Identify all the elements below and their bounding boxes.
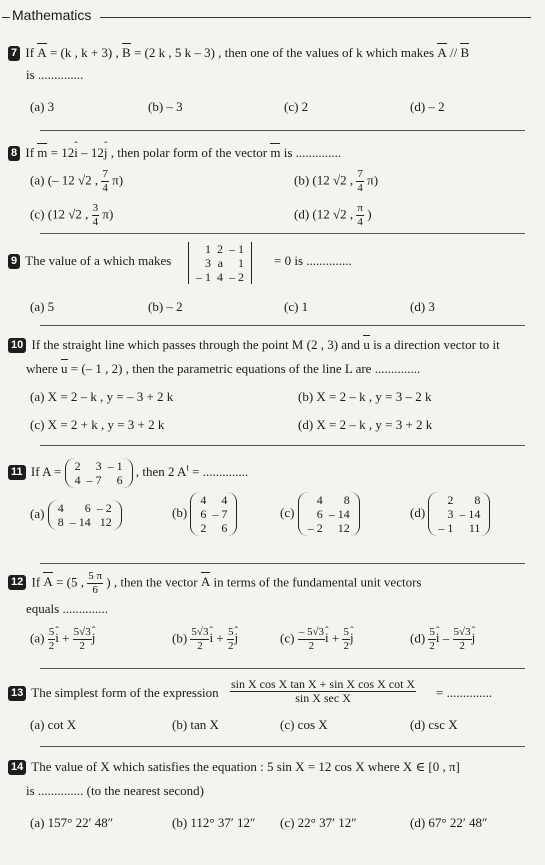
divider <box>40 445 525 446</box>
question-number: 11 <box>8 465 26 480</box>
question-number: 12 <box>8 575 26 590</box>
option-d[interactable]: (d) 67° 22′ 48″ <box>410 815 488 830</box>
question-12-stem: 12 If A = (5 , $\frac{5 \pi}{6}$ ) , then the vector A in terms of the fundamental unit vectors <box>8 570 536 597</box>
option-b[interactable]: (b) (12 √2 , $\frac{7}{4}$ π) <box>294 168 379 194</box>
determinant: 1 2 – 1 3 a 1 – 1 4 – 2 <box>188 242 252 284</box>
question-number: 9 <box>8 254 20 269</box>
option-c[interactable]: (c) (12 √2 , $\frac{3}{4}$ π) <box>30 202 114 228</box>
option-c[interactable]: (c) 2 <box>284 99 309 114</box>
option-d[interactable]: (d) csc X <box>410 717 458 732</box>
option-b[interactable]: (b) 4 4 6 – 7 2 6 <box>172 492 237 536</box>
option-a[interactable]: (a) $\frac{5}{2}$ ˆ i + $\frac{5√3}{2}$ ˆ j <box>30 626 95 653</box>
divider <box>40 325 525 326</box>
option-b[interactable]: (b) 112° 37′ 12″ <box>172 815 256 830</box>
vector-m: m <box>37 145 48 160</box>
question-number: 7 <box>8 46 20 61</box>
question-7-stem-cont: is .............. <box>26 67 84 82</box>
vector-b: B <box>122 45 131 60</box>
divider <box>40 130 525 131</box>
option-a[interactable]: (a) X = 2 – k , y = – 3 + 2 k <box>30 389 174 404</box>
question-10-stem: 10 If the straight line which passes through the point M (2 , 3) and u is a direction vector to it <box>8 336 536 354</box>
question-13-stem: 13 The simplest form of the expression <box>8 684 536 702</box>
question-number: 10 <box>8 338 26 353</box>
header-dash: – <box>2 8 10 24</box>
option-d[interactable]: (d) (12 √2 , $\frac{\pi}{4}$ ) <box>294 202 372 228</box>
option-d[interactable]: (d) 3 <box>410 299 435 314</box>
option-b[interactable]: (b) tan X <box>172 717 219 732</box>
option-d[interactable]: (d) X = 2 – k , y = 3 + 2 k <box>298 417 433 432</box>
option-b[interactable]: (b) – 3 <box>148 99 183 114</box>
question-number: 14 <box>8 760 26 775</box>
divider <box>40 746 525 747</box>
vector-a: A <box>37 45 47 60</box>
question-8-stem: 8 If m = 12ˆ i – 12ˆ j , then polar form of the vector m is .............. <box>8 144 536 162</box>
option-c[interactable]: (c) 1 <box>284 299 309 314</box>
option-b[interactable]: (b) $\frac{5√3}{2}$ ˆ i + $\frac{5}{2}$ ˆ j <box>172 626 238 653</box>
divider <box>40 233 525 234</box>
question-number: 13 <box>8 686 26 701</box>
header-rule <box>100 17 531 18</box>
option-c[interactable]: (c) cos X <box>280 717 328 732</box>
matrix-a: 2 3 – 1 4 – 7 6 <box>65 458 133 488</box>
option-d[interactable]: (d) – 2 <box>410 99 445 114</box>
option-a[interactable]: (a) 4 6 – 2 8 – 14 12 <box>30 500 122 530</box>
page-header <box>0 4 545 26</box>
question-11-stem: 11 If A = 2 3 – 1 4 – 7 6 , then 2 $A^t$ = .............. <box>8 458 536 488</box>
question-7-stem: 7 If A = (k , k + 3) , B = (2 k , 5 k – 3) , then one of the values of k which makes A // B <box>8 44 536 62</box>
option-b[interactable]: (b) – 2 <box>148 299 183 314</box>
divider <box>40 668 525 669</box>
divider <box>40 563 525 564</box>
option-c[interactable]: (c) 22° 37′ 12″ <box>280 815 357 830</box>
option-a[interactable]: (a) 157° 22′ 48″ <box>30 815 114 830</box>
question-9-stem: 9 The value of a which makes <box>8 252 536 270</box>
option-d[interactable]: (d) $\frac{5}{2}$ ˆ i – $\frac{5√3}{2}$ ˆ j <box>410 626 475 653</box>
option-a[interactable]: (a) 3 <box>30 99 55 114</box>
option-a[interactable]: (a) cot X <box>30 717 77 732</box>
option-c[interactable]: (c) X = 2 + k , y = 3 + 2 k <box>30 417 165 432</box>
option-b[interactable]: (b) X = 2 – k , y = 3 – 2 k <box>298 389 432 404</box>
question-number: 8 <box>8 146 20 161</box>
expression-fraction: sin X cos X tan X + sin X cos X cot X sin X sec X <box>231 677 416 705</box>
option-c[interactable]: (c) 4 8 6 – 14 – 2 12 <box>280 492 360 536</box>
subject-title: Mathematics <box>12 7 92 23</box>
option-a[interactable]: (a) (– 12 √2 , $\frac{7}{4}$ π) <box>30 168 124 194</box>
option-d[interactable]: (d) 2 8 3 – 14 – 1 11 <box>410 492 490 536</box>
question-14-stem: 14 The value of X which satisfies the equation : 5 sin X = 12 cos X where X ∈ [0 , π] <box>8 758 536 776</box>
option-c[interactable]: (c) $\frac{- 5√3}{2}$ ˆ i + $\frac{5}{2}$ ˆ j <box>280 626 354 653</box>
option-a[interactable]: (a) 5 <box>30 299 55 314</box>
